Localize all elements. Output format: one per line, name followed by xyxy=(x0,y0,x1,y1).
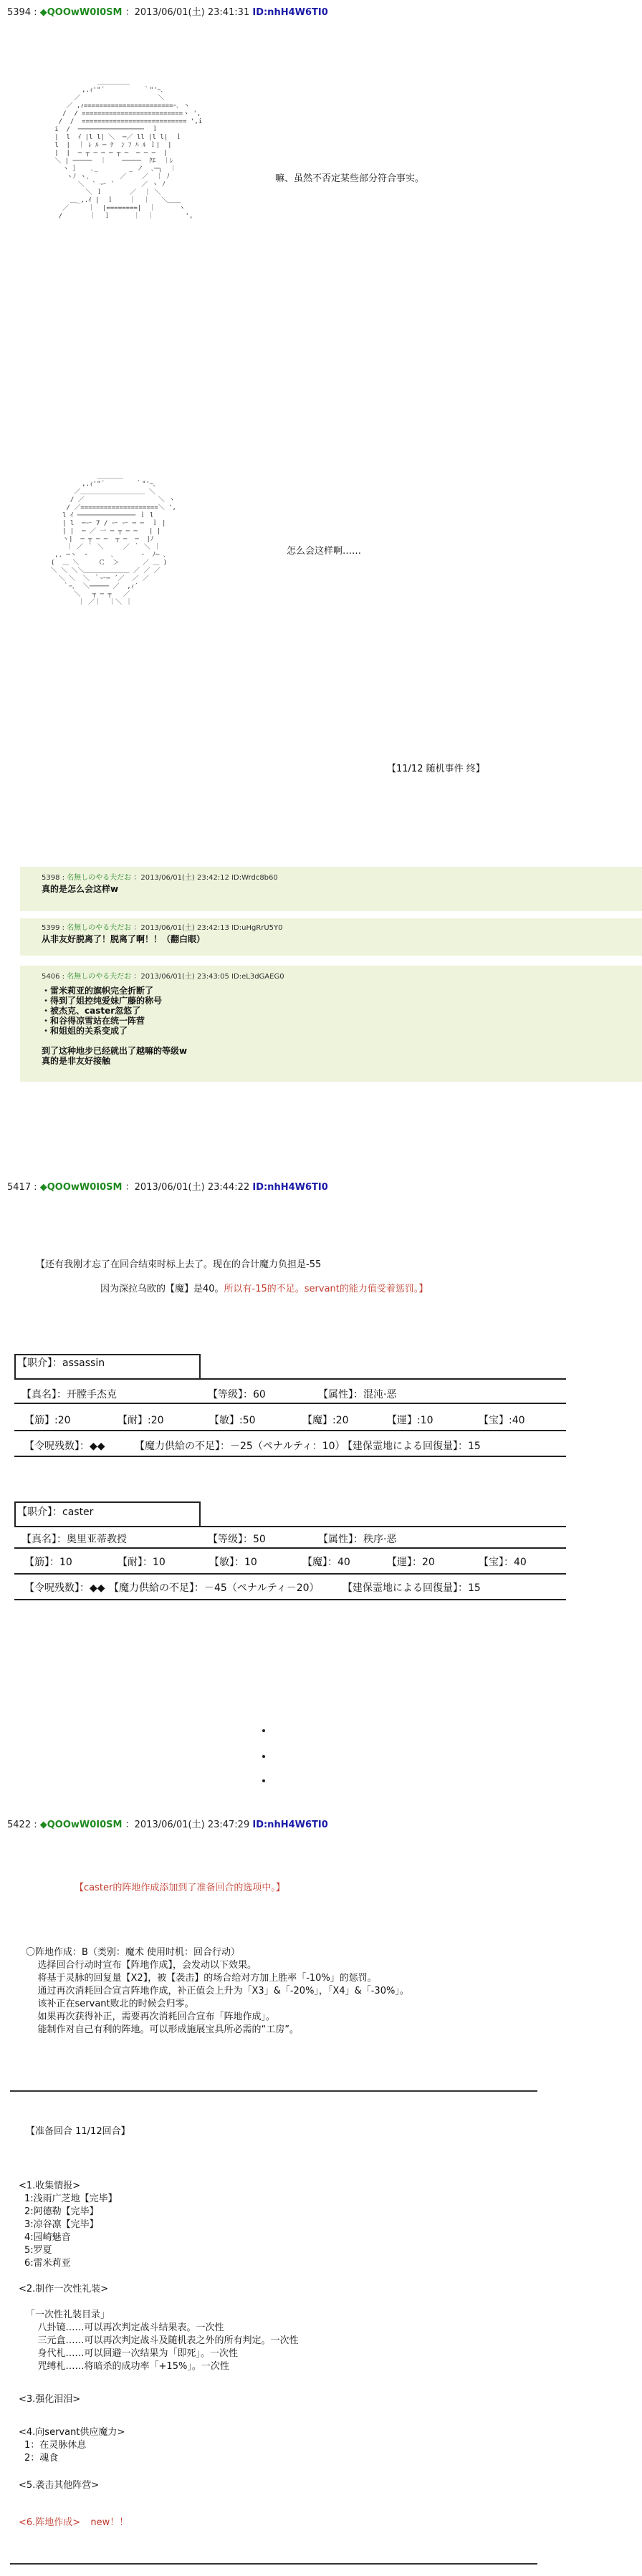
divider xyxy=(14,1526,566,1527)
divider xyxy=(14,1501,16,1526)
servant-class: 【职介】：caster xyxy=(17,1506,94,1518)
reply-name: 名無しのやる夫だお xyxy=(67,874,132,882)
stat-end: 【耐】：10 xyxy=(118,1557,166,1568)
reply-box xyxy=(20,918,642,956)
menu-label: <6.阵地作成> xyxy=(19,2517,81,2528)
mana-shortage: 【魔力供給の不足】：－25（ペナルティ：10） xyxy=(135,1441,345,1452)
prep-round-title: 【准备回合 11/12回合】 xyxy=(26,2126,130,2137)
highlight-text: 所以有-15的不足。servant的能力值受着惩罚。】 xyxy=(224,1284,428,1294)
ellipsis-dot xyxy=(262,1729,265,1732)
stat-agi: 【敏】:50 xyxy=(209,1415,256,1426)
menu-item[interactable]: 三元盒……可以再次判定战斗及随机表之外的所有判定。一次性 xyxy=(26,2335,299,2346)
post-text: 嘛、虽然不否定某些部分符合事实。 xyxy=(275,173,425,184)
reply-line: 到了这种地步已经就出了越嘛的等级w xyxy=(42,1046,188,1056)
ascii-art-figure-2: ＿＿＿＿ ,.ｨ'"´ ｀"'ｰ､ ／＿＿＿＿＿＿＿＿＿＿ ＼ / ／ ＼ ヽ / ／====================＼ ', l ｲ ─────────────── ｌ l | l ─ー 7 / ー ー ─ ─ ｌ | | | ─ ／ 一 ─ ┬ ─ ─ | | ヽ| ─ ┬ ─ ─ ┬ ─ ─ |ﾉ ｜ ／ ｀ ＼ ／ ｀ ＼ ｜ ,. ─ヽ ･ ､ ･ ﾉ─ ､ ( ＿ ＼ Ｃ ＞ ／ ＿ ) ＼ ＼ ＼＼＿＿＿＿＿＿＿ ／ ／ ／ ＼ ＼ ＼ ｀ー─ ´／ ／ ／ ｀ｰ､ ＼───── ／ ,ｨ´ ＼ ┬ ─ ┬ ／ ｜ ／｜ ｜＼ ｜ xyxy=(50,473,176,606)
servant-class: 【职介】：assassin xyxy=(17,1357,105,1369)
post-date: ：2013/06/01(土) 23:44:22 xyxy=(125,1182,250,1193)
servant-attr: 【属性】：秩序·恶 xyxy=(318,1534,397,1545)
stat-mag: 【魔】:20 xyxy=(302,1415,349,1426)
divider xyxy=(14,1354,201,1355)
reply-box xyxy=(20,867,642,911)
text-segment: 因为深拉乌欧的【魔】是40。 xyxy=(100,1284,224,1294)
event-end-label: 【11/12 随机事件 终】 xyxy=(387,764,485,774)
divider xyxy=(14,1354,16,1378)
reply-meta: ：2013/06/01(土) 23:42:12 ID:Wrdc8b60 xyxy=(133,874,278,882)
post-number[interactable]: 5417 : xyxy=(7,1182,37,1193)
reply-header xyxy=(42,970,284,981)
servant-level: 【等级】：60 xyxy=(208,1389,266,1400)
ellipsis-dot xyxy=(262,1779,265,1782)
menu-item[interactable]: 1：在灵脉休息 xyxy=(24,2440,87,2451)
notice-text: 【caster的阵地作成添加到了准备回合的选项中。】 xyxy=(75,1883,285,1893)
skill-line: 选择回合行动时宣布【阵地作成】，会发动以下效果。 xyxy=(26,1960,257,1971)
reply-name: 名無しのやる夫だお xyxy=(67,973,132,981)
stat-luck: 【運】：20 xyxy=(387,1557,435,1568)
stat-np: 【宝】：40 xyxy=(479,1557,527,1568)
menu-item[interactable]: 5:罗夏 xyxy=(24,2245,52,2256)
leyline-recovery: 【建保霊地による回復量】：15 xyxy=(342,1582,481,1594)
ellipsis-dot xyxy=(262,1755,265,1758)
poster-id[interactable]: ID:nhH4W6TI0 xyxy=(252,1820,328,1830)
skill-line: 该补正在servant败北的时候会归零。 xyxy=(26,1999,194,2009)
skill-line: 〇阵地作成：B（类别：魔术 使用时机：回合行动） xyxy=(26,1947,241,1958)
stat-str: 【筋】:20 xyxy=(24,1415,71,1426)
reply-line: 真的是怎么会这样w xyxy=(42,884,119,894)
leyline-recovery: 【建保霊地による回復量】：15 xyxy=(342,1441,481,1452)
divider xyxy=(14,1456,566,1457)
servant-level: 【等级】：50 xyxy=(208,1534,266,1545)
mana-shortage: 【魔力供給の不足】：－45（ペナルティ－20） xyxy=(109,1582,320,1594)
poster-id[interactable]: ID:nhH4W6TI0 xyxy=(252,1182,328,1193)
divider xyxy=(14,1430,566,1431)
post-date: ：2013/06/01(土) 23:47:29 xyxy=(125,1820,250,1830)
divider xyxy=(199,1354,201,1378)
reply-line: 真的是非友好接触 xyxy=(42,1056,111,1066)
post-header xyxy=(7,1179,328,1193)
stat-np: 【宝】:40 xyxy=(479,1415,525,1426)
reply-number[interactable]: 5406 : xyxy=(42,973,64,981)
post-text: 【还有我刚才忘了在回合结束时标上去了。现在的合计魔力负担是-55 xyxy=(36,1259,322,1270)
reply-number[interactable]: 5398 : xyxy=(42,874,64,882)
section-divider xyxy=(10,2563,537,2565)
menu-title: <2.制作一次性礼装> xyxy=(19,2284,109,2294)
divider xyxy=(14,1501,201,1503)
poster-name: ◆QOOwW0I0SM xyxy=(39,1820,123,1830)
servant-attr: 【属性】：混沌·恶 xyxy=(318,1389,397,1400)
skill-line: 能制作对自己有利的阵地。可以形成施展宝具所必需的“工房”。 xyxy=(26,2024,299,2035)
ascii-art-figure-1: ＿＿＿＿＿ ,.ｨ'"´ ｀"'ｰ､ ／ ＼ ／ ,ｨ=======================ｰ､ ヽ / / ==========================ヽ ', / / =========================== ',i i / ───────────────── ｌ | l ｲ |l l| ＼ ─／ ll |l l| ｌ l | ｜ ﾚ ﾙ ─ ﾃ ﾝ ﾌ ﾊ ﾙ ｌ| | | | ─ ┬ ─ ─ ─ ┬ ─ ─ ─ ─ | ＼ | ───── ｜ ───── ｸｴ ｜ﾚ ヽ ｝ ､_ _ ノ ､─┐ ｜ ヽﾉ ヽ、 ／ ／ ｜ ﾉ ＼ ` ー ´ ／ ヽ ﾉ ＼ ｌ ／ ｜ ＼ ＿_,.ｲ | ｌ ｜ ｜ ＼＿＿ ／ ｜ |========| ｜ ヽ / ｜ ｌ ｜ ｜ ', xyxy=(54,79,203,220)
command-seals: 【令呪残数】：◆◆ xyxy=(24,1582,105,1594)
menu-item[interactable]: 4:园崎魅音 xyxy=(24,2232,71,2243)
stat-agi: 【敏】：10 xyxy=(209,1557,257,1568)
menu-title: <1.收集情报> xyxy=(19,2181,81,2191)
menu-item[interactable]: 身代札……可以回避一次结果为「即死」。一次性 xyxy=(26,2348,239,2359)
reply-line: ・和姐姐的关系变成了 xyxy=(42,1026,128,1036)
reply-header xyxy=(42,921,283,932)
post-text: 怎么会这样啊…… xyxy=(287,546,362,557)
menu-item[interactable]: 咒缚札……将暗杀的成功率「+15%」。一次性 xyxy=(26,2361,229,2372)
reply-line: ・雷米莉亚的旗帜完全折断了 xyxy=(42,986,154,996)
menu-title[interactable]: <5.袭击其他阵营> xyxy=(19,2480,100,2491)
post-header xyxy=(7,4,328,18)
menu-item: 「一次性礼装目录」 xyxy=(26,2310,110,2320)
reply-name: 名無しのやる夫だお xyxy=(67,924,132,932)
poster-name: ◆QOOwW0I0SM xyxy=(39,7,123,18)
divider xyxy=(14,1547,566,1549)
reply-box xyxy=(20,966,642,1082)
divider xyxy=(14,1599,566,1600)
reply-line: ・得到了姐控纯爱妹广藤的称号 xyxy=(42,996,163,1006)
menu-item[interactable]: 2:阿德勒【完毕】 xyxy=(24,2206,99,2217)
skill-line: 将基于灵脉的回复量【X2】，被【袭击】的场合给对方加上胜率「-10%」的惩罚。 xyxy=(26,1973,377,1984)
servant-truename: 【真名】：开膛手杰克 xyxy=(21,1389,117,1400)
skill-line: 如果再次获得补正，需要再次消耗回合宣布「阵地作成」。 xyxy=(26,2012,276,2022)
post-number[interactable]: 5394 : xyxy=(7,7,37,18)
command-seals: 【令呪残数】：◆◆ xyxy=(24,1441,105,1452)
poster-name: ◆QOOwW0I0SM xyxy=(39,1182,123,1193)
reply-meta: ：2013/06/01(土) 23:42:13 ID:uHgRrU5Y0 xyxy=(133,924,283,932)
stat-luck: 【運】:10 xyxy=(387,1415,433,1426)
reply-header xyxy=(42,871,278,882)
menu-item[interactable]: 1:浅雨广芝地【完毕】 xyxy=(24,2193,118,2204)
menu-title: <4.向servant供应魔力> xyxy=(19,2427,125,2438)
servant-truename: 【真名】：奥里亚蒂教授 xyxy=(21,1534,127,1545)
menu-title[interactable] xyxy=(19,2516,128,2530)
section-divider xyxy=(10,2090,537,2092)
stat-mag: 【魔】：40 xyxy=(302,1557,350,1568)
skill-line: 通过再次消耗回合宣言阵地作成，补正值会上升为「X3」&「-20%」，「X4」&「-30%」。 xyxy=(26,1986,409,1996)
stat-str: 【筋】：10 xyxy=(24,1557,72,1568)
poster-id[interactable]: ID:nhH4W6TI0 xyxy=(252,7,328,18)
divider xyxy=(199,1501,201,1526)
divider xyxy=(14,1573,566,1575)
divider xyxy=(14,1378,566,1380)
post-date: ：2013/06/01(土) 23:41:31 xyxy=(125,7,250,18)
menu-item[interactable]: 6:雷米莉亚 xyxy=(24,2258,71,2269)
menu-title[interactable]: <3.强化泪泪> xyxy=(19,2394,81,2405)
reply-line: ・和谷得凉雪站在统一阵营 xyxy=(42,1016,145,1026)
divider xyxy=(14,1403,566,1404)
new-badge: new！！ xyxy=(90,2517,129,2528)
reply-line: 从非友好脱离了！脱离了啊！！（翻白眼） xyxy=(42,934,206,944)
post-number[interactable]: 5422 : xyxy=(7,1820,37,1830)
menu-item[interactable]: 八卦镜……可以再次判定战斗结果表。一次性 xyxy=(26,2322,224,2333)
reply-line: ・被杰克、caster忽悠了 xyxy=(42,1006,141,1016)
stat-end: 【耐】:20 xyxy=(118,1415,164,1426)
menu-item[interactable]: 2：魂食 xyxy=(24,2453,59,2464)
reply-meta: ：2013/06/01(土) 23:43:05 ID:eL3dGAEG0 xyxy=(133,973,284,981)
menu-item[interactable]: 3:凉谷凛【完毕】 xyxy=(24,2219,99,2230)
reply-number[interactable]: 5399 : xyxy=(42,924,64,932)
post-text xyxy=(100,1282,428,1297)
post-header xyxy=(7,1817,328,1830)
